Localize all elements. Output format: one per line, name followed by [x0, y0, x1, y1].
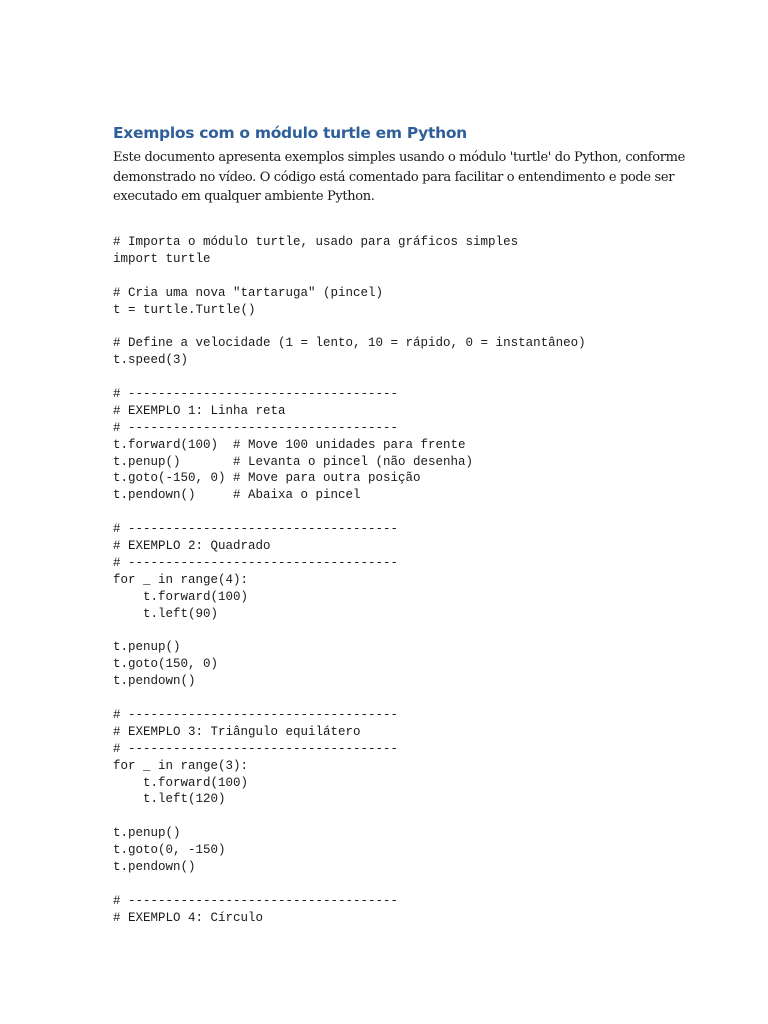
code-line: import turtle	[113, 251, 211, 266]
code-block	[113, 234, 586, 927]
code-line: t.left(90)	[113, 606, 219, 621]
code-line	[113, 318, 586, 335]
code-line: # Importa o módulo turtle, usado para gráficos simples	[113, 235, 519, 249]
code-line: t.pendown()	[113, 674, 196, 689]
code-line: # Define a velocidade (1 = lento, 10 = rápido, 0 = instantâneo)	[113, 336, 586, 351]
code-line: # ------------------------------------	[113, 707, 399, 722]
code-line	[113, 808, 586, 825]
code-line: # ------------------------------------	[113, 741, 399, 756]
code-line: # Cria uma nova "tartaruga" (pincel)	[113, 285, 384, 300]
code-line: # EXEMPLO 3: Triângulo equilátero	[113, 724, 361, 739]
intro-line: executado em qualquer ambiente Python.	[113, 189, 375, 204]
code-line: t.speed(3)	[113, 353, 189, 368]
code-line	[113, 690, 586, 707]
code-line	[113, 268, 586, 285]
intro-line: demonstrado no vídeo. O código está comentado para facilitar o entendimento e pode ser	[113, 169, 675, 185]
code-line: t.goto(150, 0)	[113, 657, 219, 672]
code-line	[113, 876, 586, 893]
code-line	[113, 369, 586, 386]
code-line: t.goto(-150, 0) # Move para outra posição	[113, 471, 421, 486]
code-line	[113, 622, 586, 639]
code-line: # ------------------------------------	[113, 420, 399, 435]
code-line: # ------------------------------------	[113, 555, 399, 570]
code-line: t.goto(0, -150)	[113, 843, 226, 858]
code-line: for _ in range(4):	[113, 572, 249, 587]
code-line: t.pendown() # Abaixa o pincel	[113, 488, 361, 503]
code-line: # ------------------------------------	[113, 387, 399, 402]
code-line: t.penup()	[113, 826, 181, 841]
code-line: # ------------------------------------	[113, 893, 399, 908]
code-line: t.left(120)	[113, 792, 226, 807]
intro-paragraph	[113, 148, 685, 207]
code-line	[113, 504, 586, 521]
code-line: for _ in range(3):	[113, 758, 249, 773]
intro-line: Este documento apresenta exemplos simples usando o módulo 'turtle' do Python, conforme	[113, 150, 685, 165]
code-line: t.forward(100) # Move 100 unidades para frente	[113, 437, 466, 452]
code-line: t.penup() # Levanta o pincel (não desenha)	[113, 454, 474, 469]
code-line: t.forward(100)	[113, 589, 249, 604]
code-line: t.pendown()	[113, 859, 196, 874]
code-line: t = turtle.Turtle()	[113, 302, 256, 317]
code-line: # EXEMPLO 2: Quadrado	[113, 539, 271, 554]
code-line: t.forward(100)	[113, 775, 249, 790]
code-line: # ------------------------------------	[113, 522, 399, 537]
code-line: t.penup()	[113, 640, 181, 655]
code-line: # EXEMPLO 4: Círculo	[113, 910, 264, 925]
code-line: # EXEMPLO 1: Linha reta	[113, 403, 286, 418]
document-title: Exemplos com o módulo turtle em Python	[113, 124, 467, 142]
